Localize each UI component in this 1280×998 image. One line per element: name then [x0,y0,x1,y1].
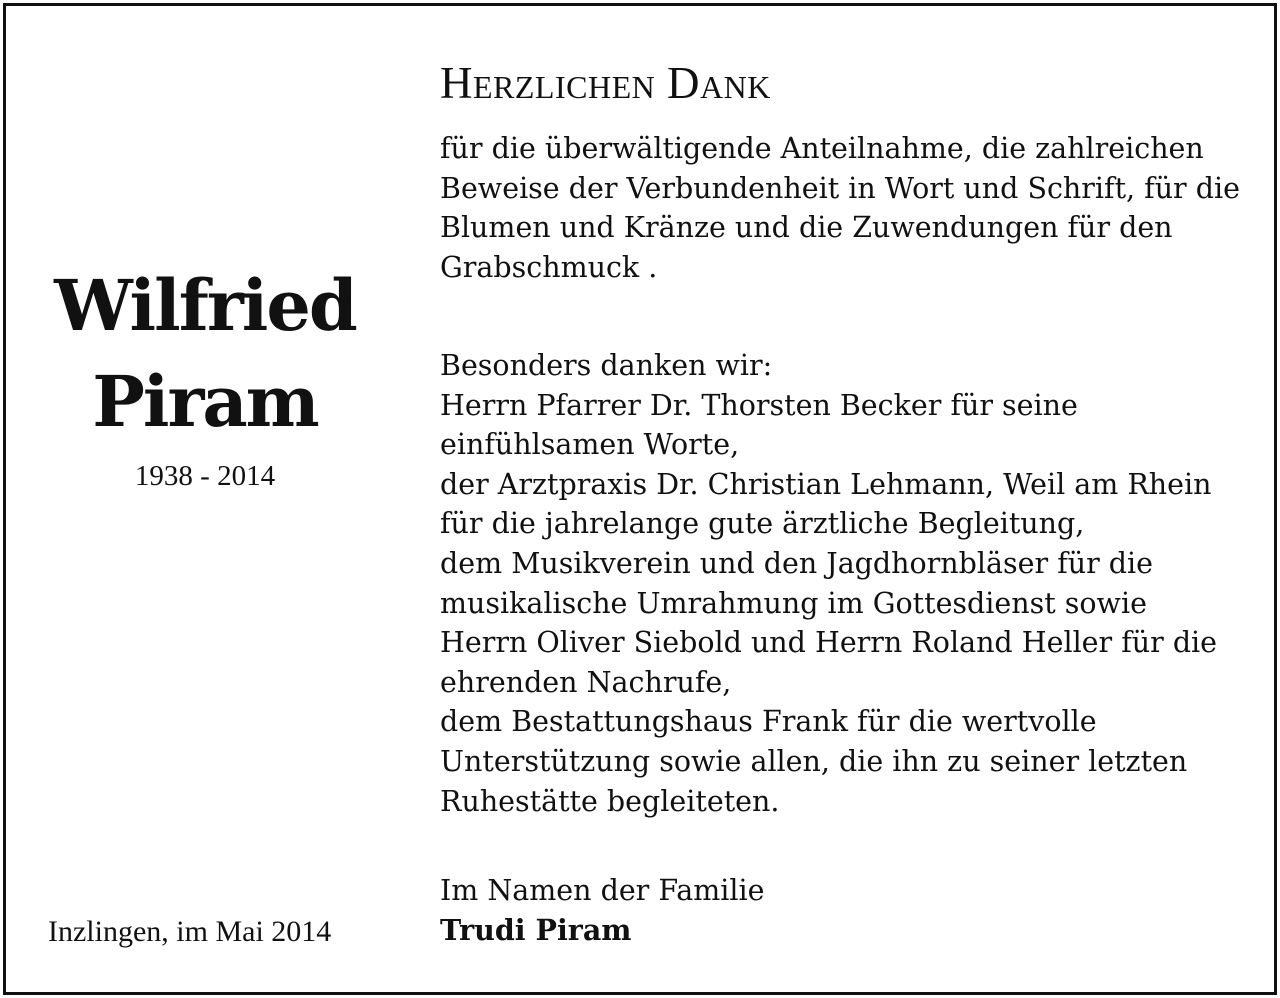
text-line: für die überwältigende Anteilnahme, die zahlreichen [440,132,1204,165]
text-line: Herrn Pfarrer Dr. Thorsten Becker für seine [440,388,1078,422]
place-and-date: Inzlingen, im Mai 2014 [48,915,332,948]
text-line: dem Musikverein und den Jagdhornbläser für die [440,546,1154,580]
text-line: einfühlsamen Worte, [440,428,740,462]
deceased-first-name: Wilfried [54,264,356,347]
thanks-paragraph [440,129,1240,287]
deceased-block [30,258,380,496]
text-line: ehrenden Nachrufe, [440,665,732,699]
text-line: Besonders danken wir: [440,349,773,382]
life-dates: 1938 - 2014 [134,460,276,492]
thank-you-heading: Herzlichen Dank [440,58,771,108]
text-line: musikalische Umrahmung im Gottesdienst sowie [440,586,1147,620]
text-line: dem Bestattungshaus Frank für die wertvolle [440,705,1097,739]
signature: Trudi Piram [440,912,632,947]
text-line: Beweise der Verbundenheit in Wort und Schrift, für die [440,171,1240,205]
text-line: Herrn Oliver Siebold und Herrn Roland Heller für die [440,626,1218,660]
text-line: Blumen und Kränze und die Zuwendungen für den [440,211,1173,245]
text-line: Unterstützung sowie allen, die ihn zu seiner letzten [440,744,1188,778]
text-line: der Arztpraxis Dr. Christian Lehmann, Weil am Rhein [440,467,1212,501]
special-thanks-paragraph [440,346,1217,821]
closing-line: Im Namen der Familie [440,874,765,907]
text-line: Ruhestätte begleiteten. [440,784,780,818]
deceased-last-name: Piram [92,360,318,443]
text-line: für die jahrelange gute ärztliche Begleitung, [440,507,1085,541]
text-line: Grabschmuck . [440,250,658,284]
closing-block [440,871,764,950]
